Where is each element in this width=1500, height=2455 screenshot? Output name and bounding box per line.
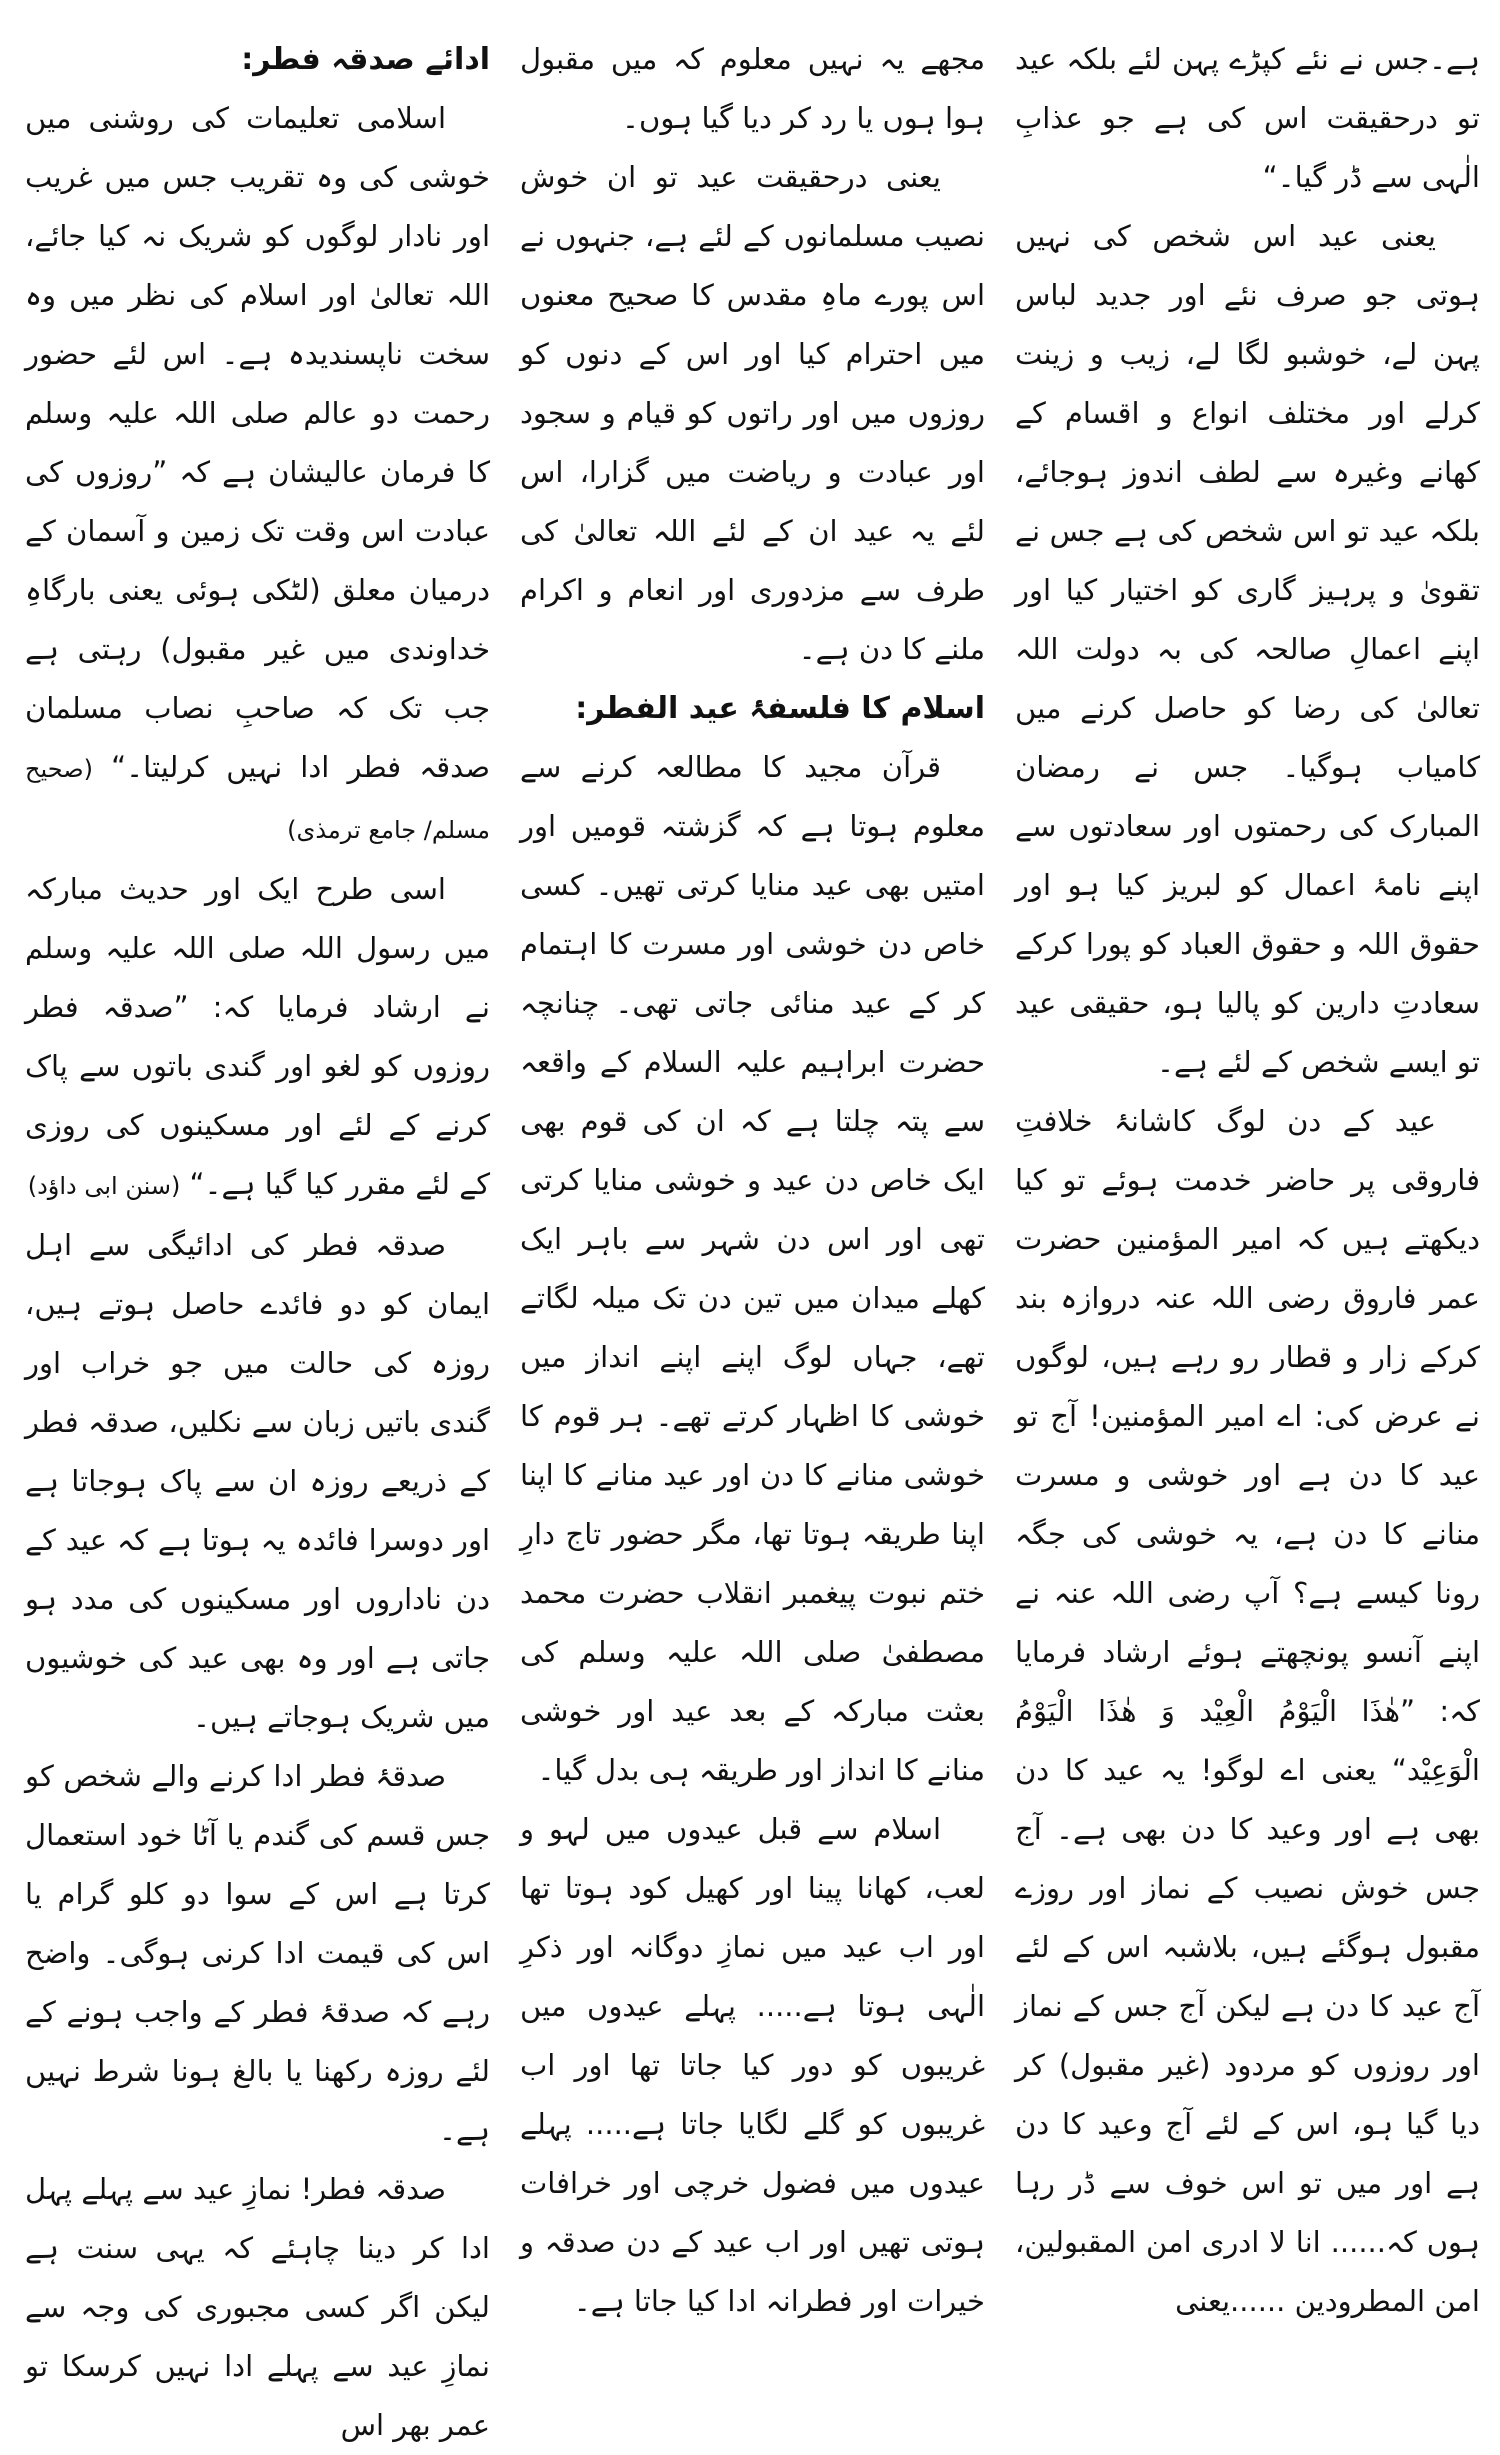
paragraph-continuation: ہے۔جس نے نئے کپڑے پہن لئے بلکہ عید تو درحقیقت اس کی ہے جو عذابِ الٰہی سے ڈر گیا۔“	[1015, 42, 1480, 194]
paragraph	[25, 89, 490, 860]
paragraph	[25, 860, 490, 1216]
paragraph-continuation: مجھے یہ نہیں معلوم کہ میں مقبول ہوا ہوں یا رد کر دیا گیا ہوں۔	[520, 42, 985, 135]
citation: (سنن ابی داؤد)	[27, 1172, 181, 1200]
citation: (صحیح مسلم/ جامع ترمذی)	[25, 755, 490, 844]
section-heading: ادائے صدقہ فطر:	[241, 42, 490, 77]
paragraph: قرآن مجید کا مطالعہ کرنے سے معلوم ہوتا ہے کہ گزشتہ قومیں اور امتیں بھی عید منایا کرتی تھیں۔ کسی خاص دن خوشی اور مسرت کا اہتمام کر کے عید منائی جاتی تھی۔ چنانچہ حضرت ابراہیم علیہ السلام کے واقعہ سے پتہ چلتا ہے کہ ان کی قوم بھی ایک خاص دن عید و خوشی منایا کرتی تھی اور اس دن شہر سے باہر ایک کھلے میدان میں تین دن تک میلہ لگاتے تھے، جہاں لوگ اپنے اپنے انداز میں خوشی کا اظہار کرتے تھے۔ ہر قوم کا خوشی منانے کا دن اور عید منانے کا اپنا اپنا طریقہ ہوتا تھا، مگر حضور تاج دارِ ختم نبوت پیغمبر انقلاب حضرت محمد مصطفیٰ صلی اللہ علیہ وسلم کی بعثت مبارکہ کے بعد عید اور خوشی منانے کا انداز اور طریقہ ہی بدل گیا۔	[520, 750, 985, 1787]
paragraph: صدقہ فطر کی ادائیگی سے اہل ایمان کو دو فائدے حاصل ہوتے ہیں، روزہ کی حالت میں جو خراب اور گندی باتیں زبان سے نکلیں، صدقہ فطر کے ذریعے روزہ ان سے پاک ہوجاتا ہے اور دوسرا فائدہ یہ ہوتا ہے کہ عید کے دن ناداروں اور مسکینوں کی مدد ہو جاتی ہے اور وہ بھی عید کی خوشیوں میں شریک ہوجاتے ہیں۔	[25, 1228, 490, 1734]
column-right	[1015, 30, 1480, 2318]
paragraph: صدقۂ فطر ادا کرنے والے شخص کو جس قسم کی گندم یا آٹا خود استعمال کرتا ہے اس کے سوا دو کلو گرام یا اس کی قیمت ادا کرنی ہوگی۔ واضح رہے کہ صدقۂ فطر کے واجب ہونے کے لئے روزہ رکھنا یا بالغ ہونا شرط نہیں ہے۔	[25, 1759, 490, 2147]
paragraph-text: اسلامی تعلیمات کی روشنی میں خوشی کی وہ تقریب جس میں غریب اور نادار لوگوں کو شریک نہ کیا جائے، اللہ تعالیٰ اور اسلام کی نظر میں وہ سخت ناپسندیدہ ہے۔ اس لئے حضور رحمت دو عالم صلی اللہ علیہ وسلم کا فرمان عالیشان ہے کہ ”روزوں کی عبادت اس وقت تک زمین و آسمان کے درمیان معلق (لٹکی ہوئی یعنی بارگاہِ خداوندی میں غیر مقبول) رہتی ہے جب تک کہ صاحبِ نصاب مسلمان صدقہ فطر ادا نہیں کرلیتا۔“	[25, 101, 490, 784]
paragraph-text: اسی طرح ایک اور حدیث مبارکہ میں رسول اللہ صلی اللہ علیہ وسلم نے ارشاد فرمایا کہ: ”صدقہ فطر روزوں کو لغو اور گندی باتوں سے پاک کرنے کے لئے اور مسکینوں کی روزی کے لئے مقرر کیا گیا ہے۔“	[25, 872, 490, 1201]
paragraph: اسلام سے قبل عیدوں میں لہو و لعب، کھانا پینا اور کھیل کود ہوتا تھا اور اب عید میں نمازِ دوگانہ اور ذکرِ الٰہی ہوتا ہے..... پہلے عیدوں میں غریبوں کو دور کیا جاتا تھا اور اب غریبوں کو گلے لگایا جاتا ہے..... پہلے عیدوں میں فضول خرچی اور خرافات ہوتی تھیں اور اب عید کے دن صدقہ و خیرات اور فطرانہ ادا کیا جاتا ہے۔	[520, 1812, 985, 2318]
paragraph: صدقہ فطر! نمازِ عید سے پہلے پہل ادا کر دینا چاہئے کہ یہی سنت ہے لیکن اگر کسی مجبوری کی وجہ سے نمازِ عید سے پہلے ادا نہیں کرسکا تو عمر بھر اس	[25, 2172, 490, 2442]
section-heading: اسلام کا فلسفۂ عید الفطر:	[575, 691, 985, 726]
paragraph: عید کے دن لوگ کاشانۂ خلافتِ فاروقی پر حاضر خدمت ہوئے تو کیا دیکھتے ہیں کہ امیر المؤمنین حضرت عمر فاروق رضی اللہ عنہ دروازہ بند کرکے زار و قطار رو رہے ہیں، لوگوں نے عرض کی: اے امیر المؤمنین! آج تو عید کا دن ہے اور خوشی و مسرت منانے کا دن ہے، یہ خوشی کی جگہ رونا کیسے ہے؟ آپ رضی اللہ عنہ نے اپنے آنسو پونچھتے ہوئے ارشاد فرمایا کہ: ”ھٰذَا الْیَوْمُ الْعِیْد وَ ھٰذَا الْیَوْمُ الْوَعِیْد“ یعنی اے لوگو! یہ عید کا دن بھی ہے اور وعید کا دن بھی ہے۔ آج جس خوش نصیب کے نماز اور روزے مقبول ہوگئے ہیں، بلاشبہ اس کے لئے آج عید کا دن ہے لیکن آج جس کے نماز اور روزوں کو مردود (غیر مقبول) کر دیا گیا ہو، اس کے لئے آج وعید کا دن ہے اور میں تو اس خوف سے ڈر رہا ہوں کہ...... انا لا ادری امن المقبولین، امن المطرودین ......یعنی	[1015, 1104, 1480, 2318]
column-left	[25, 30, 490, 2442]
paragraph: یعنی درحقیقت عید تو ان خوش نصیب مسلمانوں کے لئے ہے، جنہوں نے اس پورے ماہِ مقدس کا صحیح معنوں میں احترام کیا اور اس کے دنوں کو روزوں میں اور راتوں کو قیام و سجود اور عبادت و ریاضت میں گزارا، اس لئے یہ عید ان کے لئے اللہ تعالیٰ کی طرف سے مزدوری اور انعام و اکرام ملنے کا دن ہے۔	[520, 160, 985, 666]
paragraph: یعنی عید اس شخص کی نہیں ہوتی جو صرف نئے اور جدید لباس پہن لے، خوشبو لگا لے، زیب و زینت کرلے اور مختلف انواع و اقسام کے کھانے وغیرہ سے لطف اندوز ہوجائے، بلکہ عید تو اس شخص کی ہے جس نے تقویٰ و پرہیز گاری کو اختیار کیا اور اپنے اعمالِ صالحہ کی بہ دولت اللہ تعالیٰ کی رضا کو حاصل کرنے میں کامیاب ہوگیا۔ جس نے رمضان المبارک کی رحمتوں اور سعادتوں سے اپنے نامۂ اعمال کو لبریز کیا ہو اور حقوق اللہ و حقوق العباد کو پورا کرکے سعادتِ دارین کو پالیا ہو، حقیقی عید تو ایسے شخص کے لئے ہے۔	[1015, 219, 1480, 1079]
column-middle	[520, 30, 985, 2318]
